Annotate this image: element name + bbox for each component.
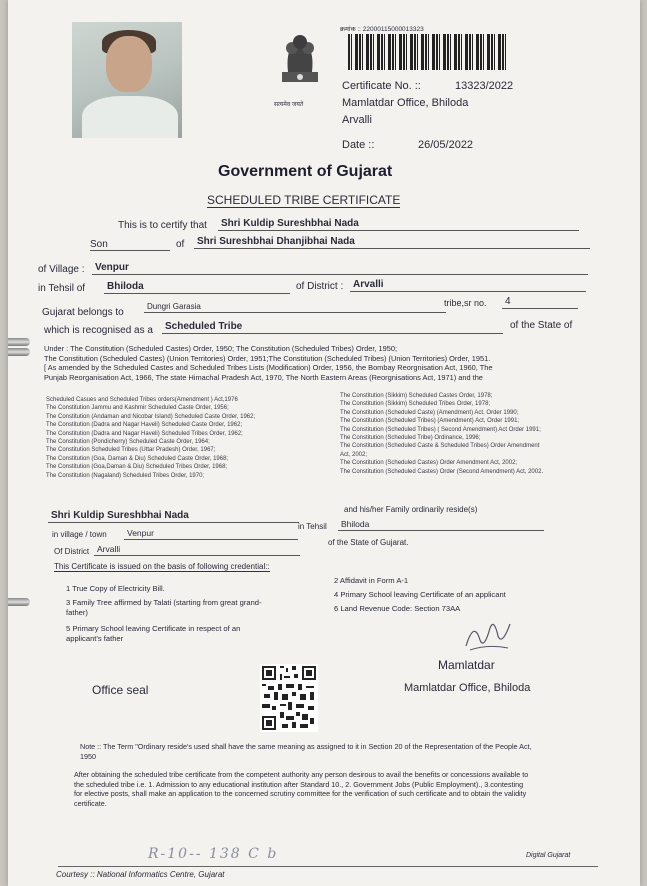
office-line2: Arvalli <box>342 114 372 126</box>
national-emblem-icon <box>274 24 326 100</box>
village-field: Venpur <box>92 262 588 275</box>
qr-code-icon <box>260 664 318 732</box>
applicant-photo <box>72 22 182 138</box>
name-field: Shri Kuldip Sureshbhai Nada <box>218 218 579 231</box>
under-paragraph: Under : The Constitution (Scheduled Castes) Order, 1950; The Constitution (Scheduled Tribes) Order, 1950; The Constitution (Scheduled Castes) (Union Territories) Order, 1951;The Constitution (Scheduled Tribes) (Union Territories) Order, 1951. [ As amended by the Scheduled Castes and Scheduled Tribes Lists (Modification) Order, 1956, the Bombay Reorgnisation Act, 1960, The Punjab Reorganisation Act, 1966, The state Himachal Pradesh Act, 1970, The North Eastern Areas (Reorgnisations Act, 1971) and the <box>44 344 493 382</box>
of-district-field: Arvalli <box>94 544 300 556</box>
mamlatdar-office: Mamlatdar Office, Bhiloda <box>404 682 531 694</box>
after-text: After obtaining the scheduled tribe certificate from the competent authority any person desirous to avail the benefits or concessions available to the scheduled tribe i.e. 1. Admission to any educational institution after Standard 10., 2. Government Jobs (Public Employment)., 3.contesting for elective posts, shall make an application to the concerned scrutiny committee for the verification of such certificate and to obtain the validity certificate. <box>74 770 529 808</box>
village-town-label: in village / town <box>52 530 107 539</box>
in-tehsil-field: Bhiloda <box>338 519 544 531</box>
mamlatdar-title: Mamlatdar <box>438 658 495 672</box>
recognised-field: Scheduled Tribe <box>162 321 503 334</box>
tehsil-label: in Tehsil of <box>38 283 86 294</box>
handwritten-note: R-10-- 138 C b <box>148 846 279 862</box>
of-district-label: Of District <box>54 547 90 556</box>
orders-left-list: Scheduled Casues and Scheduled Tribes orders(Amendment ) Act,1976 The Constitution Jammu and Kashmir Scheduled Caste Order, 1956; The Constitution (Andaman and Nicobar Island) Scheduled Caste Order, 1962; The Constitution (Dadra and Nagar Haveli) Scheduled Caste Order, 1962; The Constitution (Dadra and Nagar Haveli) Scheduled Tribes Order, 1962; The Constitution (Pondicherry) Scheduled Caste Order, 1964; The Constitution Scheduled Tribes (Uttar Pradesh) Order, 1967; The Constitution (Goa, Daman & Diu) Scheduled Caste Order, 1968; The Constitution (Goa,Daman & Diu) Scheduled Tribes Order, 1968; The Constitution (Nagaland) Scheduled Tribes Order, 1970; <box>46 397 256 479</box>
belongs-label: Gujarat belongs to <box>42 307 124 318</box>
digital-gujarat: Digital Gujarat <box>526 852 571 859</box>
district-field: Arvalli <box>350 279 586 292</box>
footer-divider <box>58 866 598 867</box>
certificate-title: SCHEDULED TRIBE CERTIFICATE <box>207 193 401 207</box>
barcode-label: क्रमांक :: 22000115000013323 <box>340 26 424 33</box>
certificate-page <box>8 0 640 886</box>
family-text: and his/her Family ordinarily reside(s) <box>344 505 478 514</box>
certify-text: This is to certify that <box>118 220 207 231</box>
holder-name-field: Shri Kuldip Sureshbhai Nada <box>48 510 299 523</box>
of-text: of <box>176 239 185 250</box>
recognised-label: which is recognised as a <box>44 325 153 336</box>
office-seal: Office seal <box>92 683 149 697</box>
credentials-right: 2 Affidavit in Form A-1 4 Primary School leaving Certificate of an applicant 6 Land Revenue Code: Section 73AA <box>334 576 506 613</box>
certificate-no: 13323/2022 <box>455 80 514 92</box>
tehsil-field: Bhiloda <box>104 281 290 294</box>
district-label: of District : <box>296 281 344 292</box>
government-title: Government of Gujarat <box>218 163 393 180</box>
in-tehsil-label: in Tehsil <box>298 522 327 531</box>
barcode <box>348 34 508 70</box>
village-label: of Village : <box>38 264 85 275</box>
date-value: 26/05/2022 <box>418 139 474 151</box>
orders-right-list: The Constitution (Sikkim) Scheduled Castes Order, 1978; The Constitution (Sikkim) Scheduled Tribes Order, 1978; The Constitution (Scheduled Caste) (Amendment) Act, Order 1990; The Constitution (Scheduled Tribes) (Amendment) Act, Order 1991; The Constitution (Scheduled Tribes) ( Second Amendment) Act Order 1991; The Constitution (Scheduled Tribe) Ordinance, 1996; The Constitution (Scheduled Caste & Scheduled Tribes) Order Amendment Act, 2002; The Constitution (Scheduled Castes) Order Amendment Act, 2002; The Constitution (Scheduled Castes) Order (Second Amendment) Act, 2002. <box>340 393 544 475</box>
tribe-sr-field: 4 <box>502 296 578 309</box>
tribe-sr-label: tribe,sr no. <box>444 298 487 308</box>
tribe-field: Dungri Garasia <box>144 302 446 313</box>
certificate-no-label: Certificate No. :: <box>342 80 421 92</box>
office-line1: Mamlatdar Office, Bhiloda <box>342 97 469 109</box>
binder-ring <box>8 338 30 346</box>
basis-text: This Certificate is issued on the basis of following credential:: <box>54 562 270 571</box>
binder-ring <box>8 348 30 356</box>
binder-ring <box>8 598 30 606</box>
courtesy-text: Courtesy :: National Informatics Centre, Gujarat <box>56 870 225 879</box>
note-text: Note :: The Term "Ordinary reside's used shall have the same meaning as assigned to it in Section 20 of the Representation of the People Act, 1950 <box>80 742 532 761</box>
date-label: Date :: <box>342 139 375 151</box>
emblem-caption: सत्यमेव जयते <box>274 102 304 108</box>
village-town-field: Venpur <box>124 528 298 540</box>
state-gujarat: of the State of Gujarat. <box>328 538 409 547</box>
relation: Son <box>90 239 170 251</box>
signature-icon <box>460 610 516 654</box>
father-name-field: Shri Sureshbhai Dhanjibhai Nada <box>194 236 590 249</box>
credentials-left: 1 True Copy of Electricity Bill. 3 Family Tree affirmed by Talati (starting from great grand- father) 5 Primary School leaving Certificate in respect of an applicant's father <box>66 584 262 643</box>
state-of-label: of the State of <box>510 320 573 331</box>
